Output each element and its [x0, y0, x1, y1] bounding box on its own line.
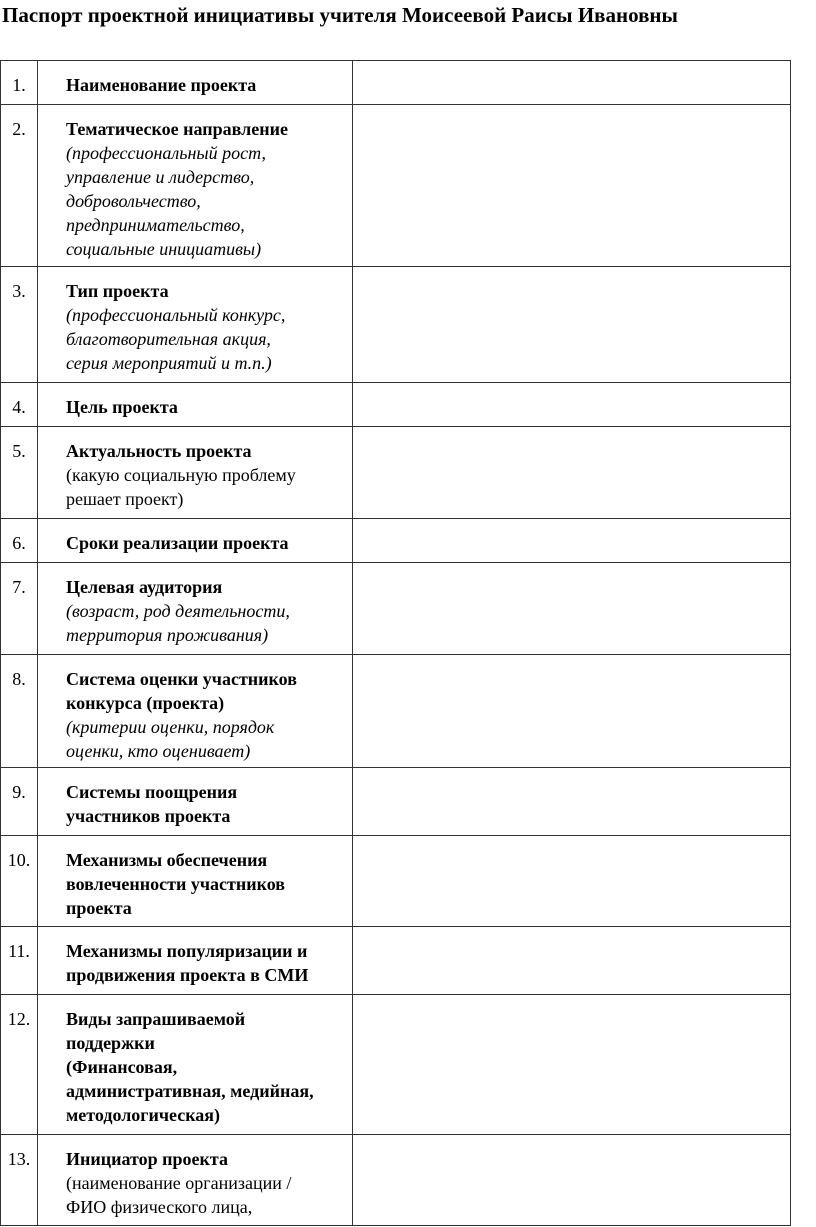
value-cell[interactable] [353, 383, 791, 427]
row-label [38, 1135, 353, 1226]
row-number: 12. [1, 995, 38, 1135]
value-cell[interactable] [353, 563, 791, 655]
value-cell[interactable] [353, 1135, 791, 1226]
label-title-line: Тип проекта [66, 281, 169, 301]
row-label [38, 61, 353, 105]
row-label [38, 519, 353, 563]
row-label [38, 267, 353, 383]
table-row [1, 427, 791, 519]
label-description-line: решает проект) [66, 489, 184, 509]
value-cell[interactable] [353, 427, 791, 519]
row-number: 5. [1, 427, 38, 519]
row-label [38, 768, 353, 836]
table-row [1, 768, 791, 836]
row-label [38, 655, 353, 768]
value-cell[interactable] [353, 61, 791, 105]
table-row [1, 655, 791, 768]
label-description-line: (критерии оценки, порядок [66, 717, 275, 737]
label-title-line: вовлеченности участников [66, 874, 285, 894]
label-title-line: конкурса (проекта) [66, 693, 225, 713]
label-description-line: (какую социальную проблему [66, 465, 296, 485]
label-title-line: Актуальность проекта [66, 441, 252, 461]
row-number: 6. [1, 519, 38, 563]
label-title-line: Механизмы обеспечения [66, 850, 268, 870]
label-description-line: социальные инициативы) [66, 239, 262, 259]
value-cell[interactable] [353, 836, 791, 927]
label-title-line: продвижения проекта в СМИ [66, 965, 309, 985]
label-description-line: добровольчество, [66, 191, 201, 211]
row-number: 13. [1, 1135, 38, 1226]
label-title-line: проекта [66, 898, 132, 918]
project-passport-table [0, 60, 791, 1226]
label-description-line: (профессиональный конкурс, [66, 305, 286, 325]
table-row [1, 836, 791, 927]
value-cell[interactable] [353, 768, 791, 836]
value-cell[interactable] [353, 105, 791, 267]
label-title-line: методологическая) [66, 1105, 221, 1125]
label-title-line: Наименование проекта [66, 75, 257, 95]
table-row [1, 563, 791, 655]
table-row [1, 1135, 791, 1226]
row-label [38, 927, 353, 995]
value-cell[interactable] [353, 995, 791, 1135]
label-description-line: ФИО физического лица, [66, 1197, 253, 1217]
label-description-line: (наименование организации / [66, 1173, 292, 1193]
row-number: 7. [1, 563, 38, 655]
label-title-line: Сроки реализации проекта [66, 533, 289, 553]
label-title-line: (Финансовая, [66, 1057, 178, 1077]
value-cell[interactable] [353, 927, 791, 995]
label-description-line: (профессиональный рост, [66, 143, 267, 163]
row-number: 3. [1, 267, 38, 383]
label-description-line: (возраст, род деятельности, [66, 601, 290, 621]
row-label [38, 995, 353, 1135]
row-label [38, 105, 353, 267]
page-title: Паспорт проектной инициативы учителя Моисеевой Раисы Ивановны [2, 3, 678, 27]
table-row [1, 383, 791, 427]
row-label [38, 383, 353, 427]
table-row [1, 61, 791, 105]
label-title-line: Инициатор проекта [66, 1149, 228, 1169]
label-title-line: Целевая аудитория [66, 577, 223, 597]
table-row [1, 519, 791, 563]
label-description-line: оценки, кто оценивает) [66, 741, 251, 761]
table-row [1, 267, 791, 383]
row-number: 11. [1, 927, 38, 995]
label-description-line: серия мероприятий и т.п.) [66, 353, 272, 373]
row-number: 1. [1, 61, 38, 105]
row-number: 4. [1, 383, 38, 427]
row-label [38, 427, 353, 519]
value-cell[interactable] [353, 655, 791, 768]
value-cell[interactable] [353, 519, 791, 563]
label-title-line: Цель проекта [66, 397, 178, 417]
label-description-line: предпринимательство, [66, 215, 245, 235]
label-title-line: Виды запрашиваемой [66, 1009, 246, 1029]
table-row [1, 105, 791, 267]
label-title-line: административная, медийная, [66, 1081, 314, 1101]
label-title-line: поддержки [66, 1033, 155, 1053]
row-label [38, 563, 353, 655]
table-row [1, 995, 791, 1135]
label-title-line: участников проекта [66, 806, 231, 826]
label-title-line: Система оценки участников [66, 669, 297, 689]
value-cell[interactable] [353, 267, 791, 383]
label-description-line: управление и лидерство, [66, 167, 255, 187]
row-number: 9. [1, 768, 38, 836]
label-description-line: благотворительная акция, [66, 329, 271, 349]
label-title-line: Тематическое направление [66, 119, 288, 139]
row-number: 2. [1, 105, 38, 267]
row-label [38, 836, 353, 927]
table-row [1, 927, 791, 995]
label-description-line: территория проживания) [66, 625, 269, 645]
row-number: 10. [1, 836, 38, 927]
row-number: 8. [1, 655, 38, 768]
label-title-line: Механизмы популяризации и [66, 941, 308, 961]
label-title-line: Системы поощрения [66, 782, 238, 802]
